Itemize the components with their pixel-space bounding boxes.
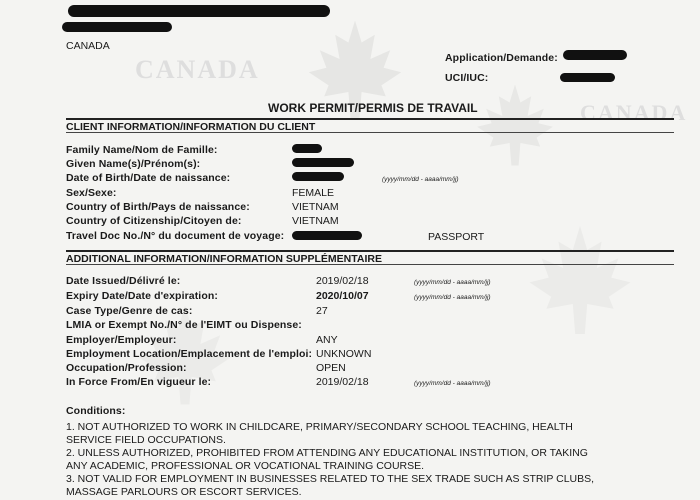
case-type-value: 27 <box>316 305 328 317</box>
case-type-label: Case Type/Genre de cas: <box>66 305 193 317</box>
document-title: WORK PERMIT/PERMIS DE TRAVAIL <box>268 101 478 115</box>
uci-label: UCI/IUC: <box>445 72 489 84</box>
citizenship-label: Country of Citizenship/Citoyen de: <box>66 215 242 227</box>
canada-watermark: CANADA <box>580 100 688 125</box>
dob-label: Date of Birth/Date de naissance: <box>66 172 231 184</box>
birth-country-label: Country of Birth/Pays de naissance: <box>66 201 250 213</box>
redacted-family-name <box>292 144 322 153</box>
family-name-label: Family Name/Nom de Famille: <box>66 144 218 156</box>
employer-label: Employer/Employeur: <box>66 334 177 346</box>
in-force-label: In Force From/En vigueur le: <box>66 376 212 388</box>
additional-information-heading: ADDITIONAL INFORMATION/INFORMATION SUPPLÉMENTAIRE <box>66 250 674 265</box>
birth-country-value: VIETNAM <box>292 201 339 213</box>
date-format-hint: (yyyy/mm/dd - aaaa/mm/jj) <box>414 380 491 387</box>
redacted-travel-doc-number <box>292 231 362 240</box>
condition-line: 2. UNLESS AUTHORIZED, PROHIBITED FROM ATTENDING ANY EDUCATIONAL INSTITUTION, OR TAKING <box>66 447 588 459</box>
date-issued-label: Date Issued/Délivré le: <box>66 275 181 287</box>
application-label: Application/Demande: <box>445 52 558 64</box>
maple-leaf-watermark-icon <box>520 220 640 340</box>
redacted-address-line <box>68 5 330 17</box>
client-information-heading: CLIENT INFORMATION/INFORMATION DU CLIENT <box>66 118 674 133</box>
condition-line: ANY ACADEMIC, PROFESSIONAL OR VOCATIONAL TRAINING COURSE. <box>66 460 425 472</box>
date-format-hint: (yyyy/mm/dd - aaaa/mm/jj) <box>414 279 491 286</box>
expiry-date-value: 2020/10/07 <box>316 290 369 302</box>
condition-line: SERVICE FIELD OCCUPATIONS. <box>66 434 226 446</box>
redacted-uci-number <box>560 73 615 82</box>
in-force-value: 2019/02/18 <box>316 376 369 388</box>
date-format-hint: (yyyy/mm/dd - aaaa/mm/jj) <box>414 294 491 301</box>
condition-line: 3. NOT VALID FOR EMPLOYMENT IN BUSINESSES RELATED TO THE SEX TRADE SUCH AS STRIP CLUBS, <box>66 473 595 485</box>
expiry-date-label: Expiry Date/Date d'expiration: <box>66 290 218 302</box>
redacted-address-line <box>62 22 172 32</box>
employment-location-label: Employment Location/Emplacement de l'emploi: <box>66 348 313 360</box>
country-line: CANADA <box>66 40 110 52</box>
conditions-heading: Conditions: <box>66 405 126 417</box>
occupation-label: Occupation/Profession: <box>66 362 187 374</box>
condition-line: 1. NOT AUTHORIZED TO WORK IN CHILDCARE, PRIMARY/SECONDARY SCHOOL TEACHING, HEALTH <box>66 421 573 433</box>
redacted-given-names <box>292 158 354 167</box>
lmia-label: LMIA or Exempt No./N° de l'EIMT ou Dispense: <box>66 319 302 331</box>
condition-line: MASSAGE PARLOURS OR ESCORT SERVICES. <box>66 486 302 498</box>
date-issued-value: 2019/02/18 <box>316 275 369 287</box>
redacted-dob <box>292 172 344 181</box>
canada-watermark: CANADA <box>135 55 260 84</box>
sex-value: FEMALE <box>292 187 335 199</box>
citizenship-value: VIETNAM <box>292 215 339 227</box>
employment-location-value: UNKNOWN <box>316 348 372 360</box>
travel-doc-type: PASSPORT <box>428 231 485 243</box>
employer-value: ANY <box>316 334 338 346</box>
dob-format-hint: (yyyy/mm/dd - aaaa/mm/jj) <box>382 176 459 183</box>
given-names-label: Given Name(s)/Prénom(s): <box>66 158 201 170</box>
travel-doc-label: Travel Doc No./N° du document de voyage: <box>66 230 285 242</box>
redacted-application-number <box>563 50 627 60</box>
occupation-value: OPEN <box>316 362 346 374</box>
sex-label: Sex/Sexe: <box>66 187 117 199</box>
